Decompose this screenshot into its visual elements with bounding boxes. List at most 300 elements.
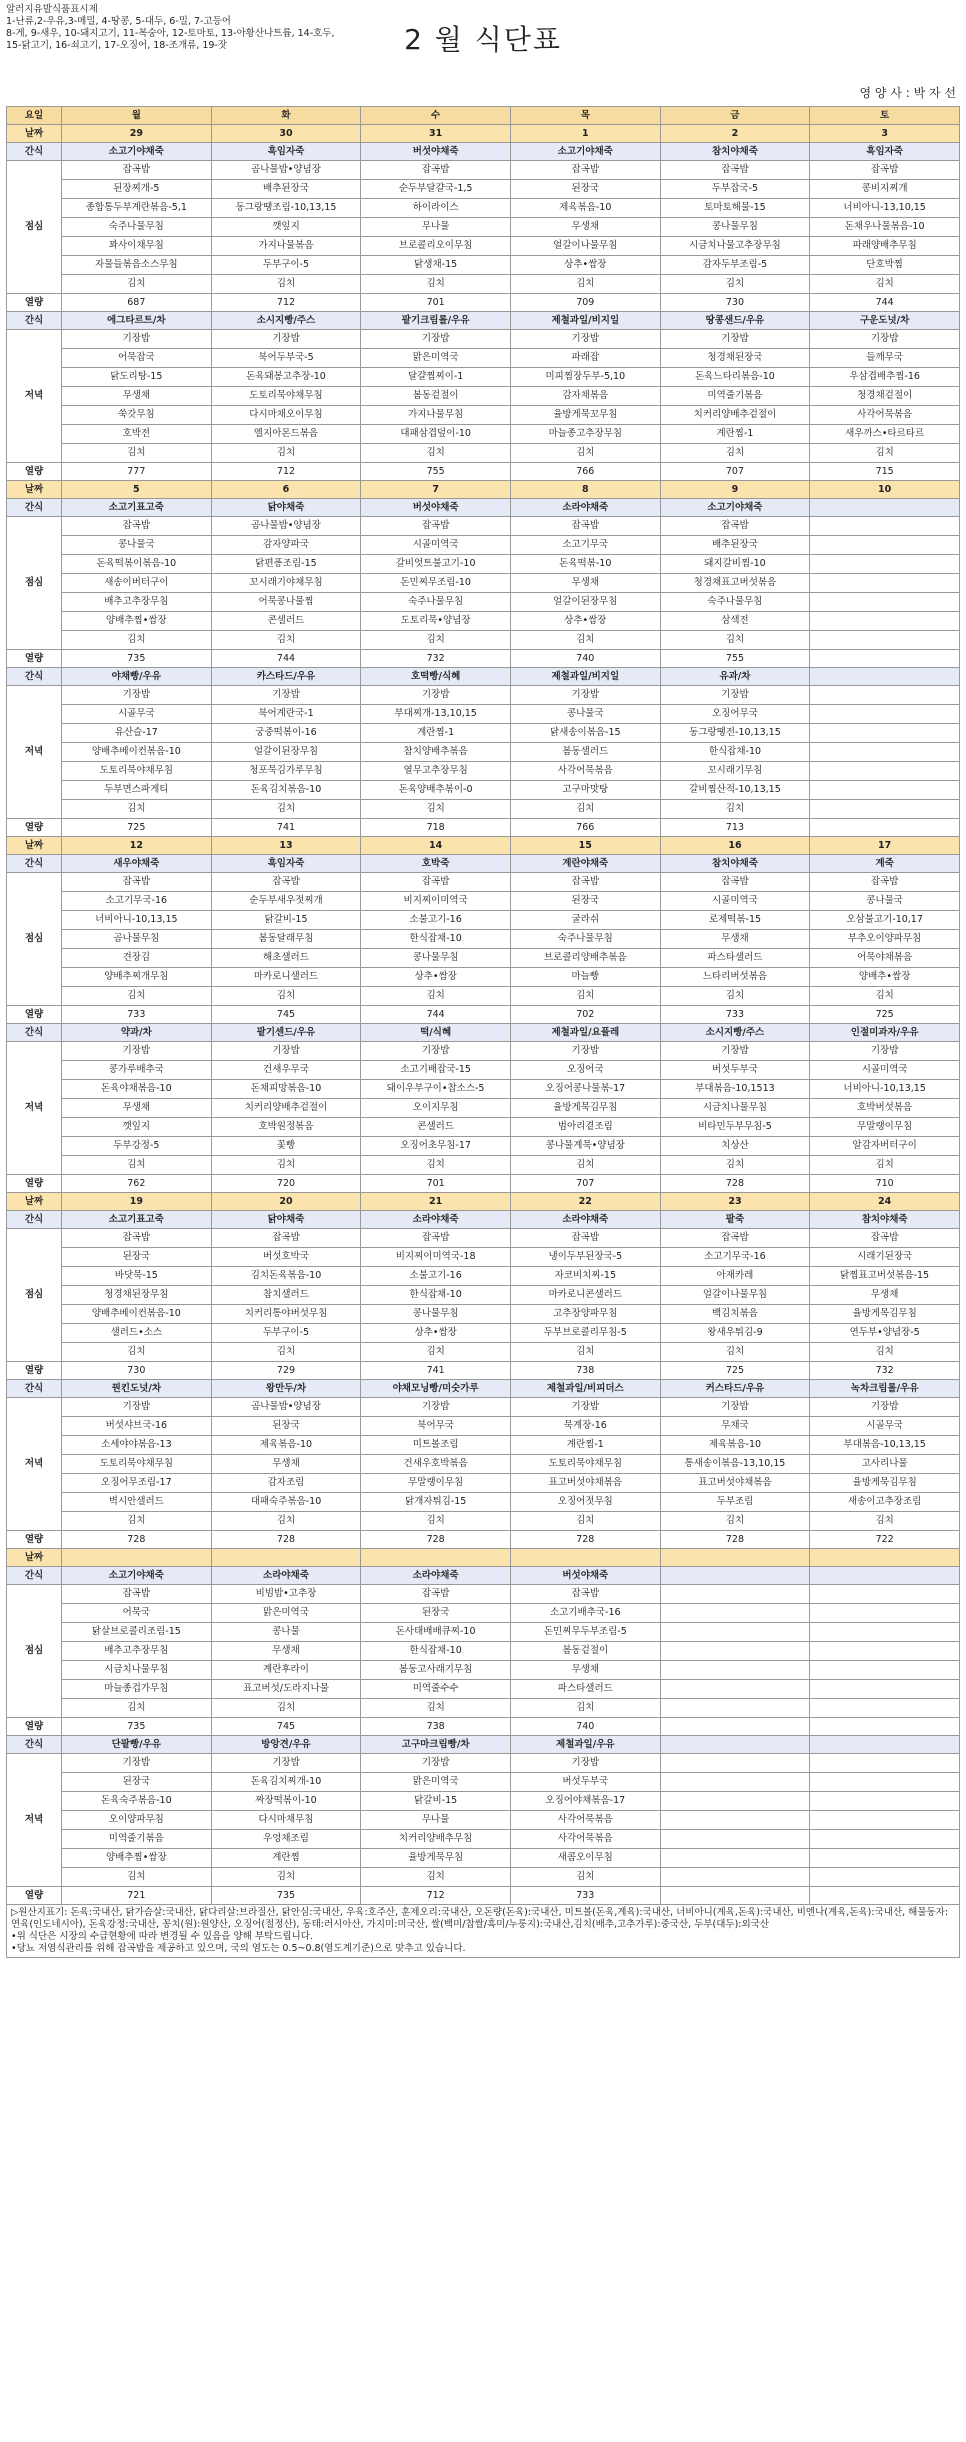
lunch-dish: 김치 (361, 631, 511, 650)
dinner-dish: 된장국 (62, 1773, 212, 1792)
lunch-dish: 도토리묵•양념장 (361, 612, 511, 631)
dinner-dish: 사각어묵볶음 (510, 1830, 660, 1849)
lunch-label: 점심 (7, 161, 62, 294)
calorie-label: 열량 (7, 650, 62, 668)
lunch-dish: 너비아니-13,10,15 (810, 199, 960, 218)
dinner-row (7, 1137, 960, 1156)
lunch-dish: 김치 (810, 275, 960, 294)
dinner-dish: 버섯두부국 (660, 1061, 810, 1080)
dinner-dish: 김치 (361, 1868, 511, 1887)
lunch-dish: 잡곡밥 (810, 873, 960, 892)
lunch-dish: 비지찌이미역국-18 (361, 1248, 511, 1267)
snack-cell: 버섯야채죽 (361, 143, 511, 161)
dinner-dish: 갈비찜산적-10,13,15 (660, 781, 810, 800)
dinner-dish: 김치 (211, 800, 361, 819)
dinner-dish: 오이양파무침 (62, 1811, 212, 1830)
lunch-dish: 두부구이-5 (211, 256, 361, 275)
lunch-dish: 닭생채-15 (361, 256, 511, 275)
lunch-dish: 잡곡밥 (660, 161, 810, 180)
dinner-dish: 오징어무국 (660, 705, 810, 724)
dinner-dish: 고구마맛탕 (510, 781, 660, 800)
dinner-dish: 다시마채무침 (211, 1811, 361, 1830)
lunch-dish: 김치 (62, 1699, 212, 1718)
dinner-row (7, 330, 960, 349)
snack-cell: 계죽 (810, 855, 960, 873)
lunch-dish: 냉이두부된장국-5 (510, 1248, 660, 1267)
lunch-dish: 돈민찌무조림-10 (361, 574, 511, 593)
snack-cell: 닭야채죽 (211, 499, 361, 517)
dinner-dish: 기장밥 (810, 1042, 960, 1061)
page-title: 2 월 식단표 (404, 23, 562, 56)
dinner-dish: 기장밥 (510, 686, 660, 705)
lunch-dish (660, 1699, 810, 1718)
dinner-dish: 두부면스파게티 (62, 781, 212, 800)
lunch-dish: 배추된장국 (660, 536, 810, 555)
dinner-row (7, 1493, 960, 1512)
dinner-dish: 김치 (810, 1156, 960, 1175)
lunch-row (7, 218, 960, 237)
dinner-dish: 기장밥 (361, 330, 511, 349)
dinner-dish: 닭도리탕-15 (62, 368, 212, 387)
lunch-dish: 얼갈이나물무침 (510, 237, 660, 256)
calorie-cell: 729 (211, 1362, 361, 1380)
lunch-row (7, 1343, 960, 1362)
date-cell: 29 (62, 125, 212, 143)
lunch-dish: 파스타샐러드 (660, 949, 810, 968)
date-cell (810, 1549, 960, 1567)
dinner-dish: 김치 (810, 1512, 960, 1531)
dinner-dish: 치커리양배추겉절이 (211, 1099, 361, 1118)
lunch-dish: 마늘빵 (510, 968, 660, 987)
lunch-row (7, 555, 960, 574)
lunch-dish (810, 1699, 960, 1718)
lunch-dish: 상추•쌈장 (510, 612, 660, 631)
dinner-row (7, 1417, 960, 1436)
lunch-dish: 김치 (62, 1343, 212, 1362)
dinner-dish (810, 1792, 960, 1811)
dinner-dish: 표고버섯야채볶음 (510, 1474, 660, 1493)
lunch-dish: 김치 (211, 987, 361, 1006)
lunch-dish: 왕새우튀김-9 (660, 1324, 810, 1343)
dinner-dish (810, 1811, 960, 1830)
lunch-dish: 김치 (361, 987, 511, 1006)
lunch-dish: 단호박찜 (810, 256, 960, 275)
dinner-dish: 치커리양배추겉절이 (660, 406, 810, 425)
date-cell: 24 (810, 1193, 960, 1211)
lunch-dish: 김치돈육볶음-10 (211, 1267, 361, 1286)
dinner-dish: 범아리곁조림 (510, 1118, 660, 1137)
calorie-cell: 744 (810, 294, 960, 312)
dinner-dish: 무말랭이무침 (810, 1118, 960, 1137)
lunch-row (7, 1585, 960, 1604)
date-cell: 3 (810, 125, 960, 143)
lunch-dish: 잡곡밥 (211, 1229, 361, 1248)
lunch-dish: 김치 (62, 987, 212, 1006)
calorie-cell (810, 1887, 960, 1905)
lunch-dish (810, 1680, 960, 1699)
dinner-row (7, 349, 960, 368)
dinner-row (7, 686, 960, 705)
dinner-dish: 김치 (361, 1512, 511, 1531)
lunch-dish: 연두부•양념장-5 (810, 1324, 960, 1343)
dinner-dish: 동그랑땡전-10,13,15 (660, 724, 810, 743)
snack-cell: 제철과일/비지일 (510, 312, 660, 330)
calorie-cell: 712 (211, 463, 361, 481)
dinner-dish: 사각어묵볶음 (810, 406, 960, 425)
dinner-row (7, 1099, 960, 1118)
lunch-dish: 한식잡채-10 (361, 1286, 511, 1305)
dinner-dish (810, 781, 960, 800)
lunch-dish (810, 612, 960, 631)
snack-cell: 소고기야채죽 (510, 143, 660, 161)
lunch-dish: 콩나물 (211, 1623, 361, 1642)
dinner-dish: 건새우호박볶음 (361, 1455, 511, 1474)
dinner-label: 저녁 (7, 1754, 62, 1887)
lunch-dish: 무생채 (510, 1661, 660, 1680)
lunch-dish: 된장찌개-5 (62, 180, 212, 199)
lunch-dish: 굴라쉬 (510, 911, 660, 930)
dinner-dish: 기장밥 (211, 686, 361, 705)
lunch-dish: 얼갈이된장무침 (510, 593, 660, 612)
lunch-row (7, 536, 960, 555)
lunch-dish: 곰나물밥•양념장 (211, 161, 361, 180)
calorie-cell: 762 (62, 1175, 212, 1193)
date-cell: 14 (361, 837, 511, 855)
day-header-cell: 화 (211, 107, 361, 125)
dinner-dish: 부대찌개-13,10,15 (361, 705, 511, 724)
date-label: 날짜 (7, 837, 62, 855)
snack-cell: 유과/차 (660, 668, 810, 686)
lunch-dish (810, 1642, 960, 1661)
lunch-dish: 잡곡밥 (361, 1585, 511, 1604)
date-cell: 8 (510, 481, 660, 499)
dinner-dish: 김치 (211, 1868, 361, 1887)
lunch-dish: 양배추•쌈장 (810, 968, 960, 987)
lunch-dish: 닭편퐁조림-15 (211, 555, 361, 574)
lunch-dish: 김치 (361, 1343, 511, 1362)
calorie-cell: 707 (510, 1175, 660, 1193)
lunch-dish: 된장국 (62, 1248, 212, 1267)
lunch-dish: 제육볶음-10 (510, 199, 660, 218)
lunch-row (7, 1642, 960, 1661)
lunch-row (7, 1680, 960, 1699)
date-row (7, 125, 960, 143)
lunch-dish: 소고기무국-16 (62, 892, 212, 911)
day-header-cell: 목 (510, 107, 660, 125)
dinner-dish: 다시마채오이무침 (211, 406, 361, 425)
lunch-dish: 콩나물무침 (660, 218, 810, 237)
dinner-dish: 파래잡 (510, 349, 660, 368)
snack-label: 간식 (7, 143, 62, 161)
lunch-dish: 두부잡국-5 (660, 180, 810, 199)
lunch-dish: 잡곡밥 (361, 1229, 511, 1248)
calorie-label: 열량 (7, 1531, 62, 1549)
dinner-dish: 청경채겉절이 (810, 387, 960, 406)
lunch-dish: 봄동고사래기무침 (361, 1661, 511, 1680)
dinner-dish (810, 1830, 960, 1849)
dinner-dish: 된장국 (211, 1417, 361, 1436)
lunch-row (7, 237, 960, 256)
day-header-row (7, 107, 960, 125)
lunch-dish: 돈육떡볶이볶음-10 (62, 555, 212, 574)
snack-cell: 소고기야채죽 (62, 1567, 212, 1585)
calorie-cell (660, 1887, 810, 1905)
lunch-calorie-row (7, 294, 960, 312)
dinner-dish: 부대볶음-10,1513 (660, 1080, 810, 1099)
dinner-dish: 오이지무침 (361, 1099, 511, 1118)
calorie-cell: 733 (62, 1006, 212, 1024)
lunch-row (7, 1229, 960, 1248)
calorie-cell (810, 650, 960, 668)
am-snack-row (7, 499, 960, 517)
dinner-dish: 유산슬-17 (62, 724, 212, 743)
calorie-cell: 738 (510, 1362, 660, 1380)
dinner-dish: 율방게묵김무침 (810, 1474, 960, 1493)
dinner-row (7, 705, 960, 724)
dinner-dish: 기장밥 (660, 686, 810, 705)
lunch-dish: 버섯호박국 (211, 1248, 361, 1267)
calorie-cell: 730 (660, 294, 810, 312)
snack-cell: 참치야채죽 (810, 1211, 960, 1229)
lunch-dish: 곰나물무침 (62, 930, 212, 949)
dinner-dish (660, 1811, 810, 1830)
lunch-dish: 김치 (510, 1343, 660, 1362)
date-cell (510, 1549, 660, 1567)
lunch-dish: 새송이버터구이 (62, 574, 212, 593)
dinner-dish: 김치 (660, 1512, 810, 1531)
pm-snack-row (7, 312, 960, 330)
dinner-dish: 맑은미역국 (361, 349, 511, 368)
lunch-row (7, 1699, 960, 1718)
dinner-dish: 가지나물무침 (361, 406, 511, 425)
lunch-dish: 곰나물밥•양념장 (211, 517, 361, 536)
lunch-dish: 콩나물국 (62, 536, 212, 555)
dinner-row (7, 1118, 960, 1137)
dinner-dish (660, 1830, 810, 1849)
dinner-dish: 시금치나물무침 (660, 1099, 810, 1118)
lunch-dish: 무생채 (510, 574, 660, 593)
snack-cell: 야채빵/우유 (62, 668, 212, 686)
lunch-dish: 부추오이양파무침 (810, 930, 960, 949)
dinner-dish: 제육볶음-10 (660, 1436, 810, 1455)
dinner-dish: 김치 (660, 800, 810, 819)
snack-cell: 떡/식혜 (361, 1024, 511, 1042)
dinner-dish: 김치 (660, 1156, 810, 1175)
dinner-dish: 오징어콩나물볶-17 (510, 1080, 660, 1099)
dinner-dish: 두부강정-5 (62, 1137, 212, 1156)
lunch-dish: 한식잡채-10 (361, 1642, 511, 1661)
lunch-row (7, 930, 960, 949)
lunch-row (7, 593, 960, 612)
dinner-dish: 닭새송이볶음-15 (510, 724, 660, 743)
lunch-dish: 숙주나물무침 (62, 218, 212, 237)
dinner-dish: 사각어묵볶음 (510, 1811, 660, 1830)
calorie-cell: 710 (810, 1175, 960, 1193)
calorie-cell: 709 (510, 294, 660, 312)
date-cell (211, 1549, 361, 1567)
lunch-calorie-row (7, 650, 960, 668)
snack-cell: 참치야채죽 (660, 855, 810, 873)
dinner-calorie-row (7, 1175, 960, 1193)
lunch-dish: 깻잎지 (211, 218, 361, 237)
allergy-legend: 알러지유발식품표시제 1-난류,2-우유,3-메밀, 4-땅콩, 5-대두, 6-밀, 7-고등어 8-게, 9-새우, 10-돼지고기, 11-복숭아, 12-토마토, 13-아황산나트륨, 14-호두, 15-닭고기, 16-쇠고기, 17-오징어, 18-조개류, 19-잣 (6, 4, 335, 51)
dinner-dish: 오징어젓무침 (510, 1493, 660, 1512)
dinner-dish: 대패숙주볶음-10 (211, 1493, 361, 1512)
lunch-dish: 잡곡밥 (810, 161, 960, 180)
lunch-dish: 가지나물볶음 (211, 237, 361, 256)
dinner-dish: 봄동겉절이 (361, 387, 511, 406)
lunch-dish: 마카로니샐러드 (211, 968, 361, 987)
dinner-row (7, 1849, 960, 1868)
lunch-dish: 김치 (510, 1699, 660, 1718)
lunch-dish: 돼지갈비찜-10 (660, 555, 810, 574)
dinner-dish: 열무고추장무침 (361, 762, 511, 781)
calorie-cell: 720 (211, 1175, 361, 1193)
snack-label: 간식 (7, 1567, 62, 1585)
date-cell: 13 (211, 837, 361, 855)
dinner-dish: 기장밥 (211, 1042, 361, 1061)
calorie-cell: 744 (361, 1006, 511, 1024)
lunch-dish: 무생채 (510, 218, 660, 237)
calorie-label: 열량 (7, 1175, 62, 1193)
lunch-dish: 무나물 (361, 218, 511, 237)
lunch-dish: 두부구이-5 (211, 1324, 361, 1343)
calorie-cell: 701 (361, 294, 511, 312)
snack-cell: 버섯야채죽 (510, 1567, 660, 1585)
lunch-dish: 봄동겉절이 (510, 1642, 660, 1661)
snack-cell: 꿘킨도넛/차 (62, 1380, 212, 1398)
lunch-dish (660, 1661, 810, 1680)
lunch-row (7, 1661, 960, 1680)
origin-footer: ▷원산지표기: 돈육:국내산, 닭가슴살:국내산, 닭다리살:브라질산, 닭안심:국내산, 우육:호주산, 훈제오리:국내산, 오돈량(돈육):국내산, 미트볼(돈육,계육):국내산, 너비아니(계육,돈육):국내산, 비엔나(계육,돈육):국내산, 해물동자:연육(인도네시아), 돈육강정:국내산, 꽁치(원):원양산, 오징어(절정산), 동태:러시아산, 가지미:미국산, 쌀(백미/찹쌀/흑미/누룽지):국내산,김치(배추,고추가루):중국산, 두부(대두):외국산 •위 식단은 시장의 수급현황에 따라 변경될 수 있음을 양해 부탁드립니다. •당뇨 저염식관리를 위해 잡곡밥을 제공하고 있으며, 국의 염도는 0.5~0.8(염도계기준)으로 맞추고 있습니다. (6, 1905, 960, 1958)
calorie-cell: 735 (62, 650, 212, 668)
snack-label: 간식 (7, 855, 62, 873)
lunch-dish: 잡곡밥 (62, 517, 212, 536)
lunch-dish: 돈사태배배큐찌-10 (361, 1623, 511, 1642)
date-cell: 31 (361, 125, 511, 143)
dinner-dish (810, 762, 960, 781)
calorie-cell (810, 819, 960, 837)
lunch-dish: 김치 (361, 1699, 511, 1718)
lunch-dish: 배추고추장무침 (62, 1642, 212, 1661)
lunch-row (7, 1305, 960, 1324)
dinner-dish: 계란찜-1 (510, 1436, 660, 1455)
date-cell: 10 (810, 481, 960, 499)
pm-snack-row (7, 1024, 960, 1042)
dinner-row (7, 762, 960, 781)
lunch-dish: 꼬시래기야채무침 (211, 574, 361, 593)
calorie-cell: 733 (510, 1887, 660, 1905)
dinner-calorie-row (7, 1887, 960, 1905)
dinner-dish: 도토리묵야채무침 (62, 1455, 212, 1474)
dinner-dish: 기장밥 (810, 330, 960, 349)
dinner-dish: 어묵잡국 (62, 349, 212, 368)
lunch-dish: 무생채 (211, 1642, 361, 1661)
day-header-cell: 월 (62, 107, 212, 125)
dinner-dish: 계란찜-1 (361, 724, 511, 743)
calorie-cell: 707 (660, 463, 810, 481)
lunch-row (7, 1267, 960, 1286)
lunch-dish: 순두부새우젓찌개 (211, 892, 361, 911)
snack-cell: 팥죽 (660, 1211, 810, 1229)
dinner-dish (810, 1754, 960, 1773)
lunch-dish (810, 574, 960, 593)
snack-cell: 호떡빵/식혜 (361, 668, 511, 686)
lunch-dish: 참치샐러드 (211, 1286, 361, 1305)
lunch-dish: 아재카레 (660, 1267, 810, 1286)
lunch-dish: 잡곡밥 (510, 1585, 660, 1604)
snack-cell: 소라야채죽 (211, 1567, 361, 1585)
dinner-dish: 너비아니-10,13,15 (810, 1080, 960, 1099)
dinner-dish: 돈육돼봉고추장-10 (211, 368, 361, 387)
dinner-dish: 묵계장-16 (510, 1417, 660, 1436)
date-cell: 9 (660, 481, 810, 499)
calorie-cell: 728 (510, 1531, 660, 1549)
lunch-row (7, 968, 960, 987)
dinner-dish: 우엉채조림 (211, 1830, 361, 1849)
dinner-dish: 비타민두부무침-5 (660, 1118, 810, 1137)
lunch-dish: 김치 (62, 275, 212, 294)
dinner-dish: 쑥갓무침 (62, 406, 212, 425)
dinner-dish: 닭개자튀김-15 (361, 1493, 511, 1512)
dinner-dish: 사각어묵볶음 (510, 762, 660, 781)
calorie-cell: 730 (62, 1362, 212, 1380)
day-header-cell: 수 (361, 107, 511, 125)
dinner-dish: 미역줄기볶음 (660, 387, 810, 406)
lunch-dish: 배추된장국 (211, 180, 361, 199)
lunch-dish (810, 593, 960, 612)
dinner-dish: 무생채 (211, 1455, 361, 1474)
lunch-row (7, 949, 960, 968)
dinner-dish: 무채국 (660, 1417, 810, 1436)
dinner-dish (660, 1773, 810, 1792)
dinner-dish: 마늘종고추장무침 (510, 425, 660, 444)
calorie-cell: 725 (62, 819, 212, 837)
dinner-dish: 김치 (361, 1156, 511, 1175)
lunch-row (7, 1324, 960, 1343)
dinner-dish: 꽃빵 (211, 1137, 361, 1156)
lunch-dish: 꽈사이채무침 (62, 237, 212, 256)
lunch-dish: 자코비치찌-15 (510, 1267, 660, 1286)
dinner-label: 저녁 (7, 1398, 62, 1531)
dinner-dish: 무나물 (361, 1811, 511, 1830)
calorie-cell: 718 (361, 819, 511, 837)
dinner-dish: 기장밥 (510, 1398, 660, 1417)
calorie-label: 열량 (7, 1006, 62, 1024)
lunch-calorie-row (7, 1362, 960, 1380)
dinner-dish: 김치 (510, 1156, 660, 1175)
snack-cell (810, 1567, 960, 1585)
dinner-dish (810, 724, 960, 743)
lunch-dish: 계란후라이 (211, 1661, 361, 1680)
calorie-cell: 766 (510, 463, 660, 481)
lunch-dish: 비지찌이미역국 (361, 892, 511, 911)
dinner-row (7, 743, 960, 762)
snack-cell (810, 1736, 960, 1754)
lunch-dish: 김치 (361, 275, 511, 294)
date-cell: 17 (810, 837, 960, 855)
dinner-dish: 두부조림 (660, 1493, 810, 1512)
dinner-dish: 치상산 (660, 1137, 810, 1156)
lunch-dish: 무생채 (810, 1286, 960, 1305)
dinner-dish: 무말랭이무침 (361, 1474, 511, 1493)
snack-cell: 새우야채죽 (62, 855, 212, 873)
lunch-dish: 파래양배추무침 (810, 237, 960, 256)
dinner-dish: 엘지아몬드볶음 (211, 425, 361, 444)
calorie-cell: 733 (660, 1006, 810, 1024)
calorie-cell: 745 (211, 1718, 361, 1736)
dinner-dish: 돈육숙주볶음-10 (62, 1792, 212, 1811)
